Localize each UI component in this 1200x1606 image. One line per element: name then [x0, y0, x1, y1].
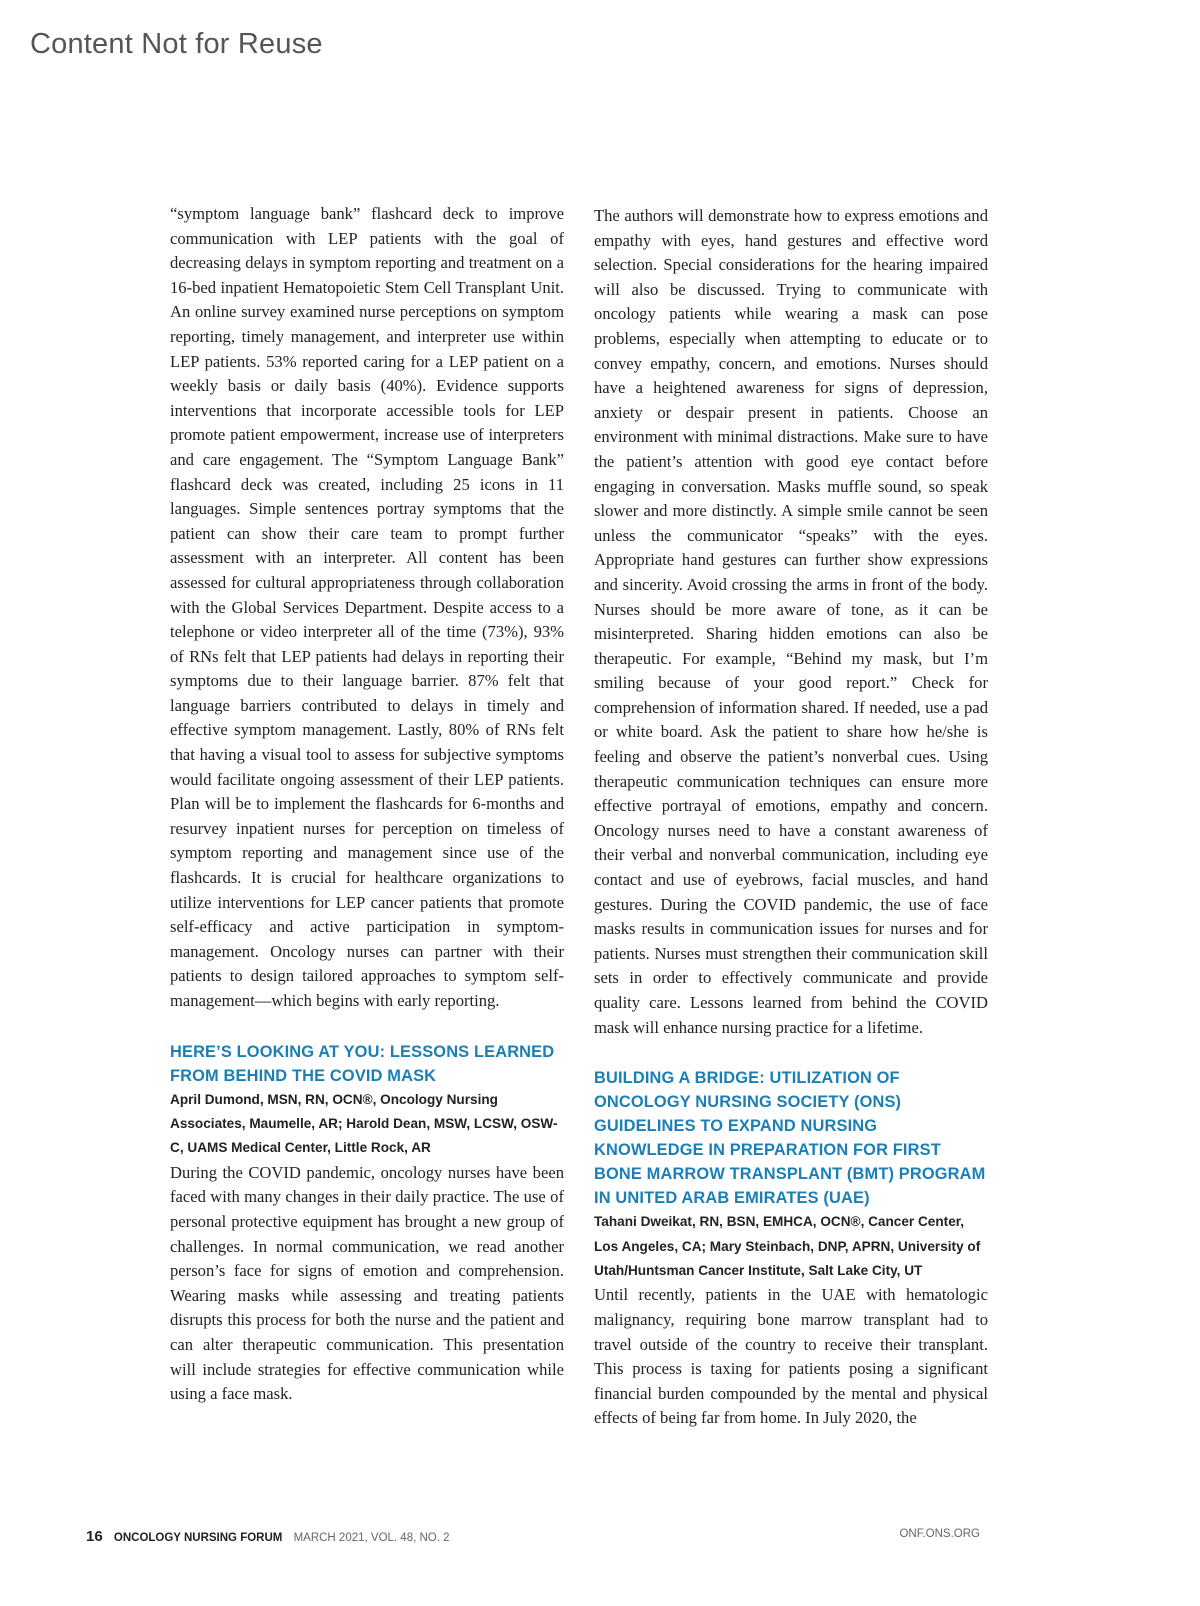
- article-heading: HERE’S LOOKING AT YOU: LESSONS LEARNED FROM BEHIND THE COVID MASK: [170, 1042, 555, 1085]
- left-column: [170, 202, 564, 1407]
- article-authors: Tahani Dweikat, RN, BSN, EMHCA, OCN®, Cancer Center, Los Angeles, CA; Mary Steinbach, DNP, APRN, University of Utah/Huntsman Cancer Institute, Salt Lake City, UT: [594, 1214, 981, 1278]
- page-footer: [86, 1528, 450, 1545]
- continued-abstract-text: “symptom language bank” flashcard deck to improve communication with LEP patients with the goal of decreasing delays in symptom reporting and treatment on a 16-bed inpatient Hematopoietic Stem Cell Transplant Unit. An online survey examined nurse perceptions on symptom reporting, timely management, and interpreter use within LEP patients. 53% reported caring for a LEP patient on a weekly basis or daily basis (40%). Evidence supports interventions that incorporate accessible tools for LEP promote patient empowerment, increase use of interpreters and care engagement. The “Symptom Language Bank” flashcard deck was created, including 25 icons in 11 languages. Simple sentences portray symptoms that the patient can show their care team to prompt further assessment with an interpreter. All content has been assessed for cultural appropriateness through collaboration with the Global Services Department. Despite access to a telephone or video interpreter all of the time (73%), 93% of RNs felt that LEP patients had delays in reporting their symptoms due to their language barrier. 87% felt that language barriers contributed to delays in timely and effective symptom management. Lastly, 80% of RNs felt that having a visual tool to assess for subjective symptoms would facilitate ongoing assessment of their LEP patients. Plan will be to implement the flashcards for 6-months and resurvey inpatient nurses for perception on timeless of symptom reporting and management since use of the flashcards. It is crucial for healthcare organizations to utilize interventions for LEP cancer patients that promote self-efficacy and active participation in symptom-management. Oncology nurses can partner with their patients to design tailored approaches to symptom self-management—which begins with early reporting.: [170, 204, 564, 1010]
- watermark: Content Not for Reuse: [30, 28, 323, 60]
- journal-website-link[interactable]: ONF.ONS.ORG: [899, 1528, 980, 1540]
- continued-abstract-text: The authors will demonstrate how to express emotions and empathy with eyes, hand gestures and effective word selection. Special considerations for the hearing impaired will also be discussed. Trying to communicate with oncology patients while wearing a mask can pose problems, especially when attempting to educate or to convey empathy, concern, and emotions. Nurses should have a heightened awareness for signs of depression, anxiety or despair present in patients. Choose an environment with minimal distractions. Make sure to have the patient’s attention with good eye contact before engaging in conversation. Masks muffle sound, so speak slower and more distinctly. A simple smile cannot be seen unless the communicator “speaks” with the eyes. Appropriate hand gestures can further show expressions and sincerity. Avoid crossing the arms in front of the body. Nurses should be more aware of tone, as it can be misinterpreted. Sharing hidden emotions can also be therapeutic. For example, “Behind my mask, but I’m smiling because of your good report.” Check for comprehension of information shared. If needed, use a pad or white board. Ask the patient to share how he/she is feeling and observe the patient’s nonverbal cues. Using therapeutic communication techniques can ensure more effective portrayal of emotions, empathy and concern. Oncology nurses need to have a constant awareness of their verbal and nonverbal communication, including eye contact and use of eyebrows, facial muscles, and hand gestures. During the COVID pandemic, the use of face masks results in communication issues for nurses and for patients. Nurses must strengthen their communication skill sets in order to effectively communicate and provide quality care. Lessons learned from behind the COVID mask will enhance nursing practice for a lifetime.: [594, 206, 988, 1037]
- right-column: [594, 204, 988, 1431]
- article-body: Until recently, patients in the UAE with hematologic malignancy, requiring bone marrow transplant had to travel outside of the country to receive their transplant. This process is taxing for patients posing a significant financial burden compounded by the mental and physical effects of being far from home. In July 2020, the: [594, 1285, 988, 1428]
- article-authors: April Dumond, MSN, RN, OCN®, Oncology Nursing Associates, Maumelle, AR; Harold Dean, MSW, LCSW, OSW-C, UAMS Medical Center, Little Rock, AR: [170, 1091, 558, 1156]
- article-body: During the COVID pandemic, oncology nurses have been faced with many changes in their daily practice. The use of personal protective equipment has brought a new group of challenges. In normal communication, we read another person’s face for signs of emotion and comprehension. Wearing masks while assessing and treating patients disrupts this process for both the nurse and the patient and can alter therapeutic communication. This presentation will include strategies for effective communication while using a face mask.: [170, 1162, 564, 1404]
- page-number: 16: [86, 1528, 103, 1545]
- issue-info: MARCH 2021, VOL. 48, NO. 2: [293, 1532, 450, 1544]
- article-heading: BUILDING A BRIDGE: UTILIZATION OF ONCOLOGY NURSING SOCIETY (ONS) GUIDELINES TO EXPAND NURSING KNOWLEDGE IN PREPARATION FOR FIRST BONE MARROW TRANSPLANT (BMT) PROGRAM IN UNITED ARAB EMIRATES (UAE): [594, 1069, 986, 1208]
- journal-name: ONCOLOGY NURSING FORUM: [113, 1532, 283, 1544]
